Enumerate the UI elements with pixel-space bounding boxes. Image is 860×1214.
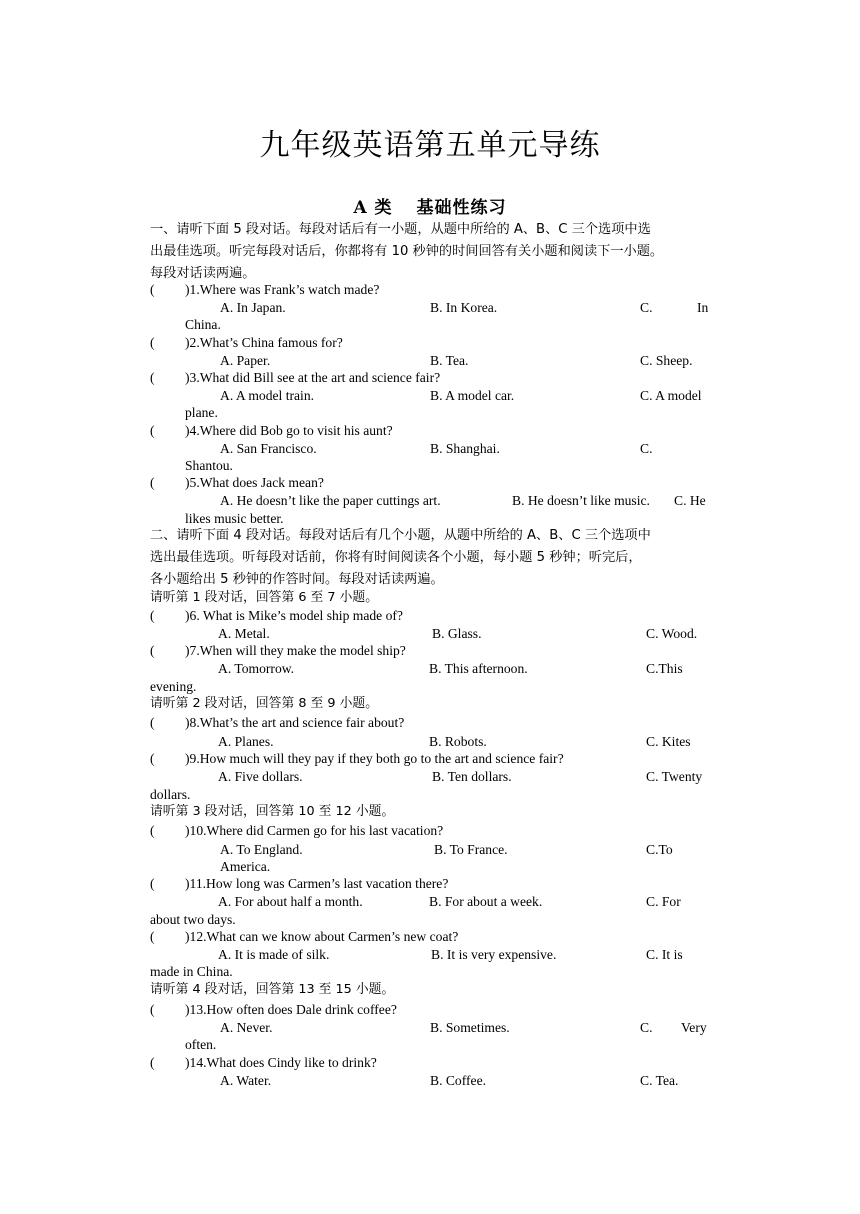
option-b: B. To France.	[434, 842, 508, 857]
question-3	[150, 369, 440, 387]
option-c-wrap: about two days.	[150, 912, 236, 927]
question-11	[150, 875, 448, 893]
answer-blank: (	[150, 1055, 155, 1070]
option-c-wrap: Shantou.	[185, 458, 233, 473]
option-a: A. Water.	[220, 1073, 272, 1088]
option-c: C. Tea.	[640, 1073, 679, 1088]
question-text: )12.What can we know about Carmen’s new coat?	[185, 929, 459, 944]
instruction-line: 各小题给出 5 秒钟的作答时间。每段对话读两遍。	[150, 572, 444, 587]
question-14	[150, 1054, 377, 1072]
option-a: A. Planes.	[218, 734, 274, 749]
instruction-line: 二、请听下面 4 段对话。每段对话后有几个小题，从题中所给的 A、B、C 三个选项中	[150, 528, 651, 543]
option-c-wrap: often.	[185, 1037, 217, 1052]
answer-blank: (	[150, 643, 155, 658]
question-text: )7.When will they make the model ship?	[185, 643, 406, 658]
option-a: A. In Japan.	[220, 300, 286, 315]
option-c: C.This	[646, 661, 683, 676]
answer-blank: (	[150, 1002, 155, 1017]
section-heading-part1: A 类	[353, 198, 393, 218]
option-b: B. Robots.	[429, 734, 487, 749]
question-text: )10.Where did Carmen go for his last vacation?	[185, 823, 444, 838]
option-c-wrap: likes music better.	[185, 511, 284, 526]
question-1	[150, 281, 379, 299]
option-a: A. It is made of silk.	[218, 947, 330, 962]
instruction-line: 选出最佳选项。听每段对话前，你将有时间阅读各个小题，每小题 5 秒钟；听完后，	[150, 550, 642, 565]
option-a: A. Tomorrow.	[218, 661, 295, 676]
question-12	[150, 928, 458, 946]
option-c: C.	[640, 300, 653, 315]
option-c: C. It is	[646, 947, 683, 962]
option-a: A. A model train.	[220, 388, 315, 403]
option-a: A. Paper.	[220, 353, 271, 368]
option-c-cont: In	[697, 300, 709, 315]
dialogue-2-instruction: 请听第 2 段对话，回答第 8 至 9 小题。	[150, 696, 378, 711]
option-c: C. Wood.	[646, 626, 698, 641]
dialogue-3-instruction: 请听第 3 段对话，回答第 10 至 12 小题。	[150, 804, 395, 819]
option-b: B. A model car.	[430, 388, 515, 403]
option-c-wrap: America.	[220, 859, 271, 874]
instruction-line: 出最佳选项。听完每段对话后，你都将有 10 秒钟的时间回答有关小题和阅读下一小题。	[150, 244, 664, 259]
question-text: )14.What does Cindy like to drink?	[185, 1055, 377, 1070]
answer-blank: (	[150, 335, 155, 350]
option-a: A. He doesn’t like the paper cuttings art.	[220, 493, 441, 508]
option-a: A. To England.	[220, 842, 303, 857]
option-c-wrap: China.	[185, 317, 221, 332]
question-text: )4.Where did Bob go to visit his aunt?	[185, 423, 393, 438]
question-10	[150, 822, 443, 840]
answer-blank: (	[150, 929, 155, 944]
option-b: B. Tea.	[430, 353, 469, 368]
question-4	[150, 422, 393, 440]
answer-blank: (	[150, 751, 155, 766]
option-c-cont: Very	[681, 1020, 707, 1035]
section-heading-part2: 基础性练习	[416, 198, 507, 218]
option-b: B. Glass.	[432, 626, 482, 641]
answer-blank: (	[150, 608, 155, 623]
answer-blank: (	[150, 715, 155, 730]
instruction-line: 一、请听下面 5 段对话。每段对话后有一小题，从题中所给的 A、B、C 三个选项中选	[150, 222, 651, 237]
option-c-wrap: evening.	[150, 679, 197, 694]
option-c: C. Sheep.	[640, 353, 693, 368]
answer-blank: (	[150, 876, 155, 891]
section2-instructions	[150, 525, 710, 591]
question-text: )3.What did Bill see at the art and science fair?	[185, 370, 441, 385]
question-text: )2.What’s China famous for?	[185, 335, 343, 350]
question-text: )5.What does Jack mean?	[185, 475, 324, 490]
option-b: B. It is very expensive.	[431, 947, 557, 962]
question-9	[150, 750, 564, 768]
option-c: C. Kites	[646, 734, 691, 749]
option-b: B. Sometimes.	[430, 1020, 510, 1035]
option-c: C. For	[646, 894, 681, 909]
option-b: B. He doesn’t like music.	[512, 493, 650, 508]
option-c: C.To	[646, 842, 673, 857]
question-8	[150, 714, 404, 732]
question-2	[150, 334, 343, 352]
instruction-line: 每段对话读两遍。	[150, 266, 256, 281]
option-b: B. For about a week.	[429, 894, 543, 909]
option-c: C. A model	[640, 388, 702, 403]
question-text: )1.Where was Frank’s watch made?	[185, 282, 380, 297]
question-6	[150, 607, 403, 625]
question-5	[150, 474, 324, 492]
question-text: )9.How much will they pay if they both go to the art and science fair?	[185, 751, 564, 766]
section-heading	[0, 193, 860, 218]
section1-instructions	[150, 219, 710, 285]
question-text: )11.How long was Carmen’s last vacation there?	[185, 876, 449, 891]
page-title: 九年级英语第五单元导练	[259, 128, 601, 163]
answer-blank: (	[150, 423, 155, 438]
option-a: A. For about half a month.	[218, 894, 363, 909]
answer-blank: (	[150, 370, 155, 385]
answer-blank: (	[150, 823, 155, 838]
option-a: A. Metal.	[218, 626, 270, 641]
answer-blank: (	[150, 282, 155, 297]
option-b: B. This afternoon.	[429, 661, 528, 676]
option-c: C.	[640, 441, 653, 456]
dialogue-4-instruction: 请听第 4 段对话，回答第 13 至 15 小题。	[150, 982, 395, 997]
question-7	[150, 642, 406, 660]
option-a: A. Five dollars.	[218, 769, 303, 784]
option-a: A. Never.	[220, 1020, 273, 1035]
option-c-wrap: dollars.	[150, 787, 191, 802]
question-text: )6. What is Mike’s model ship made of?	[185, 608, 403, 623]
option-c: C. He	[674, 493, 706, 508]
answer-blank: (	[150, 475, 155, 490]
dialogue-1-instruction: 请听第 1 段对话，回答第 6 至 7 小题。	[150, 590, 378, 605]
option-b: B. Ten dollars.	[432, 769, 512, 784]
option-a: A. San Francisco.	[220, 441, 317, 456]
option-b: B. In Korea.	[430, 300, 498, 315]
option-b: B. Shanghai.	[430, 441, 500, 456]
option-c-wrap: made in China.	[150, 964, 233, 979]
option-c: C.	[640, 1020, 653, 1035]
option-c-wrap: plane.	[185, 405, 218, 420]
question-13	[150, 1001, 397, 1019]
option-c: C. Twenty	[646, 769, 703, 784]
question-text: )13.How often does Dale drink coffee?	[185, 1002, 397, 1017]
option-b: B. Coffee.	[430, 1073, 487, 1088]
question-text: )8.What’s the art and science fair about?	[185, 715, 405, 730]
